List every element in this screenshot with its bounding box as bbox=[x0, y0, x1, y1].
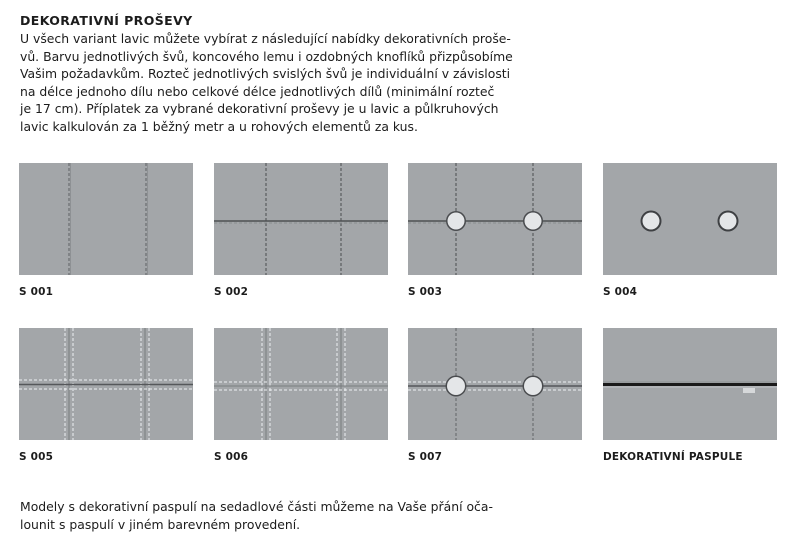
double-stitch-grid bbox=[19, 328, 193, 440]
section-title: DEKORATIVNÍ PROŠEVY bbox=[20, 13, 193, 28]
swatch-label: S 001 bbox=[19, 286, 54, 298]
swatch-s002 bbox=[214, 163, 388, 275]
swatch-label: S 005 bbox=[19, 451, 54, 463]
swatch-s006 bbox=[214, 328, 388, 440]
intro-line: U všech variant lavic můžete vybírat z následující nabídky dekorativních proše- bbox=[20, 31, 511, 46]
intro-line: je 17 cm). Příplatek za vybrané dekorativní proševy je u lavic a půlkruhových bbox=[20, 101, 499, 117]
swatch-paspule bbox=[603, 328, 777, 440]
seam-pattern-vertical bbox=[19, 163, 193, 275]
seam-pattern-grid bbox=[214, 163, 388, 275]
piping-pattern bbox=[603, 328, 777, 440]
footer-line: Modely s dekorativní paspulí na sedadlové části můžeme na Vaše přání oča- bbox=[20, 499, 493, 514]
seam-pattern-grid-buttons bbox=[408, 163, 582, 275]
swatch-label: DEKORATIVNÍ PASPULE bbox=[603, 451, 743, 463]
intro-line: lavic kalkulován za 1 běžný metr a u rohových elementů za kus. bbox=[20, 118, 418, 134]
swatch-label: S 006 bbox=[214, 451, 249, 463]
swatch-s001 bbox=[19, 163, 193, 275]
intro-line: vů. Barvu jednotlivých švů, koncového lemu i ozdobných knoflíků přizpůsobíme bbox=[20, 48, 513, 64]
double-stitch-grid bbox=[214, 328, 388, 440]
stitch-grid-buttons bbox=[408, 328, 582, 440]
intro-line: na délce jednoho dílu nebo celkové délce jednotlivých dílů (minimální rozteč bbox=[20, 83, 495, 99]
intro-line: Vašim požadavkům. Rozteč jednotlivých svislých švů je individuální v závislosti bbox=[20, 66, 511, 82]
swatch-s005 bbox=[19, 328, 193, 440]
swatch-s004 bbox=[603, 163, 777, 275]
intro-paragraph bbox=[20, 30, 540, 136]
footer-line: lounit s paspulí v jiném barevném provedení. bbox=[20, 516, 301, 532]
swatch-label: S 003 bbox=[408, 286, 443, 298]
swatch-s007 bbox=[408, 328, 582, 440]
swatch-label: S 002 bbox=[214, 286, 249, 298]
swatch-label: S 007 bbox=[408, 451, 443, 463]
button-pattern bbox=[603, 163, 777, 275]
swatch-s003 bbox=[408, 163, 582, 275]
footer-paragraph bbox=[20, 498, 580, 533]
swatch-label: S 004 bbox=[603, 286, 638, 298]
